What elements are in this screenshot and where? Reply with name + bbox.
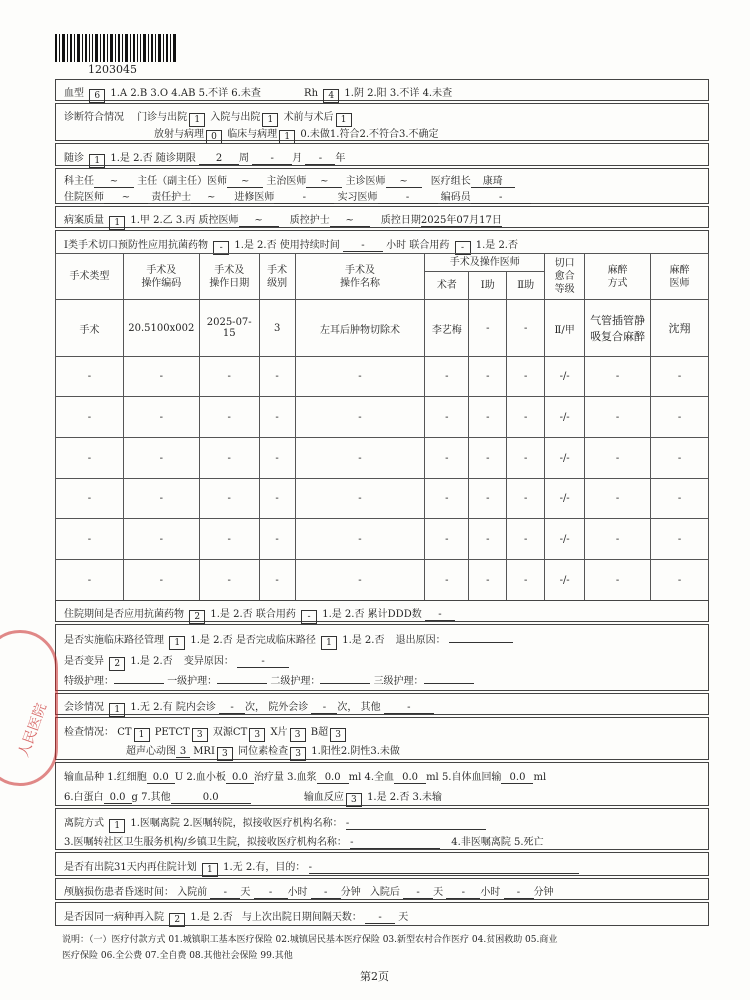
nursing-l3-value[interactable] xyxy=(424,683,474,684)
whole-value[interactable]: 0.0 xyxy=(394,772,426,784)
intern-label: 实习医师 xyxy=(337,192,378,203)
cell-incision: -/- xyxy=(545,438,585,479)
header-assist1: Ⅰ助 xyxy=(469,272,507,300)
cell-type: - xyxy=(56,519,124,560)
cell-assist1: - xyxy=(469,560,507,601)
inpatient-antibiotics-label: 住院期间是否应用抗菌药物 xyxy=(64,609,184,620)
cell-type: - xyxy=(56,397,124,438)
header-anesthesia: 麻醉 方式 xyxy=(585,254,651,300)
header-type: 手术类型 xyxy=(56,254,124,300)
inpatient-combo-box[interactable]: - xyxy=(301,610,317,624)
echo-label: 超声心动图 xyxy=(126,746,176,757)
plasma-value[interactable]: 0.0 xyxy=(317,772,349,784)
nursing-l3-label: 三级护理： xyxy=(373,676,424,687)
qc-nurse-label: 质控护士 xyxy=(289,215,330,226)
diag-radiology-label: 放射与病理 xyxy=(154,129,204,140)
cell-surgeon: - xyxy=(425,357,469,397)
cell-incision: -/- xyxy=(545,397,585,438)
leader-name: 康琦 xyxy=(471,172,515,188)
qc-nurse-signature: ~ xyxy=(330,215,370,227)
readmit-plan-label: 是否有出院31天内再住院计划 xyxy=(64,862,197,873)
cell-anesthetist: - xyxy=(651,438,709,479)
cell-surgeon: - xyxy=(425,479,469,519)
plasma-label: 3.血浆 xyxy=(287,772,317,783)
followup-options: 1.是 2.否 xyxy=(110,153,153,164)
xray-box[interactable]: 3 xyxy=(290,728,306,742)
nursing-l2-label: 二级护理： xyxy=(270,676,321,687)
transfusion-label: 输血品种 xyxy=(64,772,104,783)
weeks-unit: 周 xyxy=(239,153,250,164)
variant-options: 1.是 2.否 xyxy=(130,656,173,667)
cell-anesthesia: - xyxy=(585,519,651,560)
leader-label: 医疗组长 xyxy=(430,176,471,187)
xray-label: X片 xyxy=(270,727,288,738)
header-staff-group: 手术及操作医师 xyxy=(425,254,545,272)
attending-signature: ~ xyxy=(306,176,342,188)
exams-label: 检查情况： xyxy=(64,727,114,738)
inpatient-antibiotics-section xyxy=(55,600,709,622)
inpatient-combo-options: 1.是 2.否 xyxy=(322,609,365,620)
consult-out-value[interactable]: - xyxy=(311,702,337,714)
header-date: 手术及 操作日期 xyxy=(199,254,259,300)
chief-label: 主任（副主任）医师 xyxy=(137,176,228,187)
cell-surgeon: - xyxy=(425,519,469,560)
plasma-unit: ml xyxy=(348,772,362,783)
discharge-opt4: 4.非医嘱离院 5.死亡 xyxy=(451,837,544,848)
duration-unit: 小时 xyxy=(386,240,407,251)
coma-label: 颅脑损伤患者昏迷时间： xyxy=(64,887,174,898)
reaction-box[interactable]: 3 xyxy=(346,793,362,807)
rh-options: 1.阴 2.阳 3.不详 4.未查 xyxy=(344,88,453,99)
isotope-label: 同位素检查 xyxy=(238,746,289,757)
same-disease-label: 是否因同一病种再入院 xyxy=(64,912,164,923)
consult-other-label: 其他 xyxy=(360,702,381,713)
incision-antibiotics-section xyxy=(55,230,709,254)
nurse-label: 责任护士 xyxy=(151,192,192,203)
reaction-label: 输血反应 xyxy=(303,792,344,803)
petct-label: PETCT xyxy=(154,727,190,738)
same-disease-box[interactable]: 2 xyxy=(169,913,185,927)
diag-pathology-box[interactable]: 1 xyxy=(279,130,295,144)
nursing-special-value[interactable] xyxy=(114,683,164,684)
dualct-box[interactable]: 3 xyxy=(249,728,265,742)
dualct-label: 双源CT xyxy=(212,727,248,738)
cell-incision: -/- xyxy=(545,479,585,519)
cell-anesthetist: - xyxy=(651,479,709,519)
cell-name: 左耳后肿物切除术 xyxy=(295,300,425,357)
notes-line2: 医疗保险 06.全公费 07.全自费 08.其他社会保险 99.其他 xyxy=(62,951,293,961)
quality-section xyxy=(55,206,709,228)
pathway-options: 1.是 2.否 xyxy=(190,635,233,646)
plt-label: 2.血小板 xyxy=(186,772,226,783)
transfusion-other-label: 7.其他 xyxy=(141,792,171,803)
variant-reason-value[interactable]: - xyxy=(237,656,289,668)
cell-level: - xyxy=(259,357,295,397)
ct-label: CT xyxy=(117,727,132,738)
cell-incision: -/- xyxy=(545,357,585,397)
followup-weeks[interactable]: 2 xyxy=(199,153,239,165)
header-name: 手术及 操作名称 xyxy=(295,254,425,300)
isotope-box[interactable]: 3 xyxy=(290,747,306,761)
cell-assist1: - xyxy=(469,479,507,519)
whole-label: 4.全血 xyxy=(364,772,395,783)
diagnosis-section xyxy=(55,103,709,141)
header-level: 手术 级别 xyxy=(259,254,295,300)
blood-type-options: 1.A 2.B 3.O 4.AB 5.不详 6.未查 xyxy=(110,88,261,99)
auto-value[interactable]: 0.0 xyxy=(501,772,533,784)
staff-section xyxy=(55,168,709,204)
consult-in-label: 院内会诊 xyxy=(175,702,216,713)
diag-admission-box[interactable]: 1 xyxy=(262,113,278,127)
advanced-value[interactable]: - xyxy=(274,192,334,204)
rbc-value[interactable]: 0.0 xyxy=(147,772,175,784)
discharge-box[interactable]: 1 xyxy=(109,819,125,833)
discharge-label: 离院方式 xyxy=(64,818,104,829)
nursing-l2-value[interactable] xyxy=(320,683,370,684)
chief-signature: ~ xyxy=(227,176,263,188)
alb-unit: g xyxy=(131,792,138,803)
bus-box[interactable]: 3 xyxy=(330,728,346,742)
consult-section: 会诊情况 1 1.无 2.有 院内会诊 - 次， 院外会诊 - 次， 其他 - xyxy=(55,693,709,715)
cell-name: - xyxy=(295,479,425,519)
cell-type: 手术 xyxy=(56,300,124,357)
followup-box[interactable]: 1 xyxy=(89,154,105,168)
cell-surgeon: - xyxy=(425,397,469,438)
readmit-purpose[interactable]: - xyxy=(309,862,579,874)
interval-value[interactable]: - xyxy=(365,912,395,924)
diag-admission-label: 入院与出院 xyxy=(210,112,261,123)
cell-incision: Ⅱ/甲 xyxy=(545,300,585,357)
nursing-l1-value[interactable] xyxy=(217,683,267,684)
quality-label: 病案质量 xyxy=(64,215,104,226)
coma-post-day[interactable]: - xyxy=(403,887,433,899)
exit-reason-value[interactable] xyxy=(449,642,513,643)
rbc-label: 1.红细胞 xyxy=(107,772,147,783)
followup-period-label: 随诊期限 xyxy=(155,153,196,164)
quality-box[interactable]: 1 xyxy=(109,216,125,230)
coma-post-label: 入院后 xyxy=(369,887,400,898)
cell-name: - xyxy=(295,560,425,601)
cell-assist2: - xyxy=(507,300,545,357)
same-disease-options: 1.是 2.否 xyxy=(190,912,233,923)
cell-assist2: - xyxy=(507,560,545,601)
auto-label: 5.自体血回输 xyxy=(441,772,502,783)
nursing-special-label: 特级护理： xyxy=(64,676,114,687)
table-row[interactable] xyxy=(56,357,709,397)
coma-pre-day-unit: 天 xyxy=(240,887,251,898)
coma-pre-min[interactable]: - xyxy=(311,887,341,899)
header-assist2: Ⅱ助 xyxy=(507,272,545,300)
discharge-opt3: 3.医嘱转社区卫生服务机构/乡镇卫生院，拟接收医疗机构名称： xyxy=(64,837,347,848)
pathway-label: 是否实施临床路径管理 xyxy=(64,635,164,646)
cell-surgeon: - xyxy=(425,438,469,479)
exams-section xyxy=(55,717,709,760)
inpatient-antibiotics-box[interactable]: 2 xyxy=(189,610,205,624)
cell-anesthetist: - xyxy=(651,397,709,438)
cell-anesthetist: - xyxy=(651,519,709,560)
resident-label: 住院医师 xyxy=(64,192,104,203)
table-row[interactable] xyxy=(56,300,709,357)
transfusion-section xyxy=(55,762,709,806)
alb-value[interactable]: 0.0 xyxy=(104,792,132,804)
pathway-box[interactable]: 1 xyxy=(169,636,185,650)
nursing-l1-label: 一级护理： xyxy=(167,676,218,687)
followup-months[interactable]: - xyxy=(252,153,292,165)
cell-date: - xyxy=(199,438,259,479)
cell-date: 2025-07-15 xyxy=(199,300,259,357)
consult-out-label: 院外会诊 xyxy=(268,702,309,713)
coma-post-min-unit: 分钟 xyxy=(533,887,554,898)
qc-date[interactable]: 2025年07月17日 xyxy=(421,211,502,227)
diag-pathology-label: 临床与病理 xyxy=(227,129,278,140)
quality-options: 1.甲 2.乙 3.丙 xyxy=(130,215,196,226)
cell-name: - xyxy=(295,438,425,479)
cell-anesthesia: - xyxy=(585,357,651,397)
readmit-plan-box[interactable]: 1 xyxy=(202,863,218,877)
cell-type: - xyxy=(56,357,124,397)
cell-assist1: - xyxy=(469,300,507,357)
same-disease-section xyxy=(55,902,709,926)
cell-assist1: - xyxy=(469,438,507,479)
cell-assist2: - xyxy=(507,397,545,438)
coma-pre-hour[interactable]: - xyxy=(254,887,288,899)
cell-code: - xyxy=(123,397,199,438)
exams-legend: 1.阳性2.阴性3.未做 xyxy=(311,746,400,757)
ddd-value[interactable]: - xyxy=(425,609,455,621)
diag-legend: 0.未做1.符合2.不符合3.不确定 xyxy=(300,129,439,140)
qc-date-label: 质控日期 xyxy=(380,215,421,226)
discharge-opt2: 2.医嘱转院，拟接收医疗机构名称： xyxy=(183,818,343,829)
dept-head-label: 科主任 xyxy=(64,176,94,187)
transfusion-other-value[interactable]: 0.0 xyxy=(171,792,251,804)
cell-anesthetist: 沈翔 xyxy=(651,300,709,357)
auto-unit: ml xyxy=(533,772,547,783)
cell-level: - xyxy=(259,519,295,560)
primary-signature: ~ xyxy=(386,176,422,188)
exit-reason-label: 退出原因： xyxy=(395,635,446,646)
rh-box[interactable]: 4 xyxy=(323,89,339,103)
consult-out-unit: 次 xyxy=(337,702,348,713)
cell-anesthesia: - xyxy=(585,560,651,601)
qc-doctor-signature: ~ xyxy=(239,215,279,227)
table-row[interactable] xyxy=(56,397,709,438)
consult-in-unit: 次 xyxy=(245,702,256,713)
consult-label: 会诊情况 xyxy=(64,702,104,713)
incision-antibiotics-box[interactable]: - xyxy=(213,241,229,255)
header-code: 手术及 操作编码 xyxy=(123,254,199,300)
cell-assist1: - xyxy=(469,519,507,560)
qc-doctor-label: 质控医师 xyxy=(198,215,239,226)
pathway-section xyxy=(55,624,709,691)
cell-assist2: - xyxy=(507,438,545,479)
bus-label: B超 xyxy=(310,727,329,738)
barcode-number: 1203045 xyxy=(88,63,137,76)
cell-code: - xyxy=(123,357,199,397)
cell-code: - xyxy=(123,519,199,560)
cell-name: - xyxy=(295,357,425,397)
cell-assist2: - xyxy=(507,519,545,560)
notes-line1: 说明：（一）医疗付款方式 01.城镇职工基本医疗保险 02.城镇居民基本医疗保险 03.新型农村合作医疗 04.贫困救助 05.商业 xyxy=(62,935,558,945)
ddd-label: 累计DDD数 xyxy=(367,609,422,620)
cell-anesthesia: 气管插管静吸复合麻醉 xyxy=(585,300,651,357)
coma-post-hour-unit: 小时 xyxy=(480,887,501,898)
reaction-options: 1.是 2.否 3.未输 xyxy=(367,792,443,803)
diag-surgery-label: 术前与术后 xyxy=(283,112,334,123)
interval-label: 与上次出院日期间隔天数： xyxy=(241,912,362,923)
interval-unit: 天 xyxy=(398,912,409,923)
pathway-complete-box[interactable]: 1 xyxy=(321,636,337,650)
attending-label: 主治医师 xyxy=(266,176,307,187)
combo-box[interactable]: - xyxy=(455,241,471,255)
duration-value[interactable]: - xyxy=(343,240,383,252)
dept-head-signature: ~ xyxy=(94,176,134,188)
echo-value[interactable]: 3 xyxy=(176,746,190,758)
header-surgeon: 术者 xyxy=(425,272,469,300)
seal-stamp-text: 人民医院 xyxy=(15,701,51,760)
mri-box[interactable]: 3 xyxy=(217,747,233,761)
coma-post-hour[interactable]: - xyxy=(446,887,480,899)
resident-signature: ~ xyxy=(104,192,148,204)
diag-radiology-box[interactable]: 0 xyxy=(206,130,222,144)
cell-assist2: - xyxy=(507,357,545,397)
variant-box[interactable]: 2 xyxy=(109,657,125,671)
consult-options: 1.无 2.有 xyxy=(130,702,173,713)
coma-post-day-unit: 天 xyxy=(433,887,444,898)
intern-value[interactable]: - xyxy=(378,192,438,204)
coder-label: 编码员 xyxy=(440,192,471,203)
cell-code: - xyxy=(123,560,199,601)
plt-unit: 治疗量 xyxy=(253,772,284,783)
advanced-label: 进修医师 xyxy=(234,192,275,203)
readmit-plan-section xyxy=(55,852,709,876)
diagnosis-label: 诊断符合情况 xyxy=(64,112,124,123)
table-row[interactable] xyxy=(56,560,709,601)
cell-date: - xyxy=(199,560,259,601)
coma-pre-label: 入院前 xyxy=(177,887,208,898)
barcode xyxy=(55,34,180,62)
cell-date: - xyxy=(199,397,259,438)
cell-surgeon: 李艺梅 xyxy=(425,300,469,357)
coma-section xyxy=(55,878,709,900)
surgery-table xyxy=(55,253,709,601)
blood-type-label: 血型 xyxy=(64,88,84,99)
cell-code: 20.5100x002 xyxy=(123,300,199,357)
rh-label: Rh xyxy=(304,88,319,99)
consult-other-value[interactable]: - xyxy=(384,702,434,714)
header-anesthetist: 麻醉 医师 xyxy=(651,254,709,300)
cell-level: - xyxy=(259,479,295,519)
header-incision: 切口 愈合 等级 xyxy=(545,254,585,300)
cell-level: - xyxy=(259,438,295,479)
cell-incision: -/- xyxy=(545,560,585,601)
variant-reason-label: 变异原因： xyxy=(183,656,234,667)
coma-pre-hour-unit: 小时 xyxy=(287,887,308,898)
cell-level: - xyxy=(259,397,295,438)
months-unit: 月 xyxy=(292,153,303,164)
duration-label: 使用持续时间 xyxy=(279,240,340,251)
table-row[interactable] xyxy=(56,479,709,519)
blood-type-section xyxy=(55,79,709,101)
diag-outpatient-label: 门诊与出院 xyxy=(137,112,188,123)
page-number: 第2页 xyxy=(360,970,389,983)
cell-assist1: - xyxy=(469,357,507,397)
cell-name: - xyxy=(295,519,425,560)
followup-section xyxy=(55,143,709,166)
inpatient-antibiotics-options: 1.是 2.否 xyxy=(210,609,253,620)
cell-type: - xyxy=(56,479,124,519)
alb-label: 6.白蛋白 xyxy=(64,792,104,803)
cell-date: - xyxy=(199,479,259,519)
nurse-signature: ~ xyxy=(191,192,231,204)
consult-box[interactable]: 1 xyxy=(109,703,125,717)
cell-anesthesia: - xyxy=(585,479,651,519)
cell-anesthesia: - xyxy=(585,397,651,438)
combo-options: 1.是 2.否 xyxy=(475,240,518,251)
variant-label: 是否变异 xyxy=(64,656,104,667)
cell-name: - xyxy=(295,397,425,438)
cell-type: - xyxy=(56,438,124,479)
coma-post-min[interactable]: - xyxy=(504,887,534,899)
coder-value[interactable]: - xyxy=(471,192,531,204)
incision-antibiotics-label: Ⅰ类手术切口预防性应用抗菌药物 xyxy=(64,240,208,251)
discharge-section xyxy=(55,808,709,850)
plt-value[interactable]: 0.0 xyxy=(226,772,254,784)
combo-label: 联合用药 xyxy=(409,240,450,251)
coma-pre-day[interactable]: - xyxy=(210,887,240,899)
readmit-plan-options: 1.无 2.有，目的： xyxy=(223,862,306,873)
cell-incision: -/- xyxy=(545,519,585,560)
cell-assist1: - xyxy=(469,397,507,438)
consult-in-value[interactable]: - xyxy=(219,702,245,714)
cell-code: - xyxy=(123,438,199,479)
cell-assist2: - xyxy=(507,479,545,519)
cell-type: - xyxy=(56,560,124,601)
followup-years[interactable]: - xyxy=(305,153,335,165)
primary-label: 主诊医师 xyxy=(345,176,386,187)
discharge-opt2-value[interactable]: - xyxy=(346,818,486,830)
petct-box[interactable]: 3 xyxy=(192,728,208,742)
cell-anesthetist: - xyxy=(651,560,709,601)
cell-anesthesia: - xyxy=(585,438,651,479)
cell-code: - xyxy=(123,479,199,519)
diag-surgery-box[interactable]: 1 xyxy=(336,113,352,127)
incision-antibiotics-options: 1.是 2.否 xyxy=(234,240,277,251)
coma-pre-min-unit: 分钟 xyxy=(340,887,361,898)
cell-level: - xyxy=(259,560,295,601)
inpatient-combo-label: 联合用药 xyxy=(255,609,296,620)
ct-box[interactable]: 1 xyxy=(134,728,150,742)
cell-date: - xyxy=(199,519,259,560)
cell-surgeon: - xyxy=(425,560,469,601)
diag-outpatient-box[interactable]: 1 xyxy=(189,113,205,127)
discharge-opt3-value[interactable]: - xyxy=(350,837,440,849)
whole-unit: ml xyxy=(426,772,439,783)
mri-label: MRI xyxy=(193,746,215,757)
cell-date: - xyxy=(199,357,259,397)
cell-level: 3 xyxy=(259,300,295,357)
table-row[interactable] xyxy=(56,438,709,479)
table-row[interactable] xyxy=(56,519,709,560)
years-unit: 年 xyxy=(335,153,346,164)
blood-type-box[interactable]: 6 xyxy=(89,89,105,103)
cell-anesthetist: - xyxy=(651,357,709,397)
pathway-complete-label: 是否完成临床路径 xyxy=(235,635,316,646)
discharge-opt1: 1.医嘱离院 xyxy=(130,818,180,829)
rbc-unit: U xyxy=(174,772,184,783)
followup-label: 随诊 xyxy=(64,153,84,164)
pathway-complete-options: 1.是 2.否 xyxy=(342,635,385,646)
